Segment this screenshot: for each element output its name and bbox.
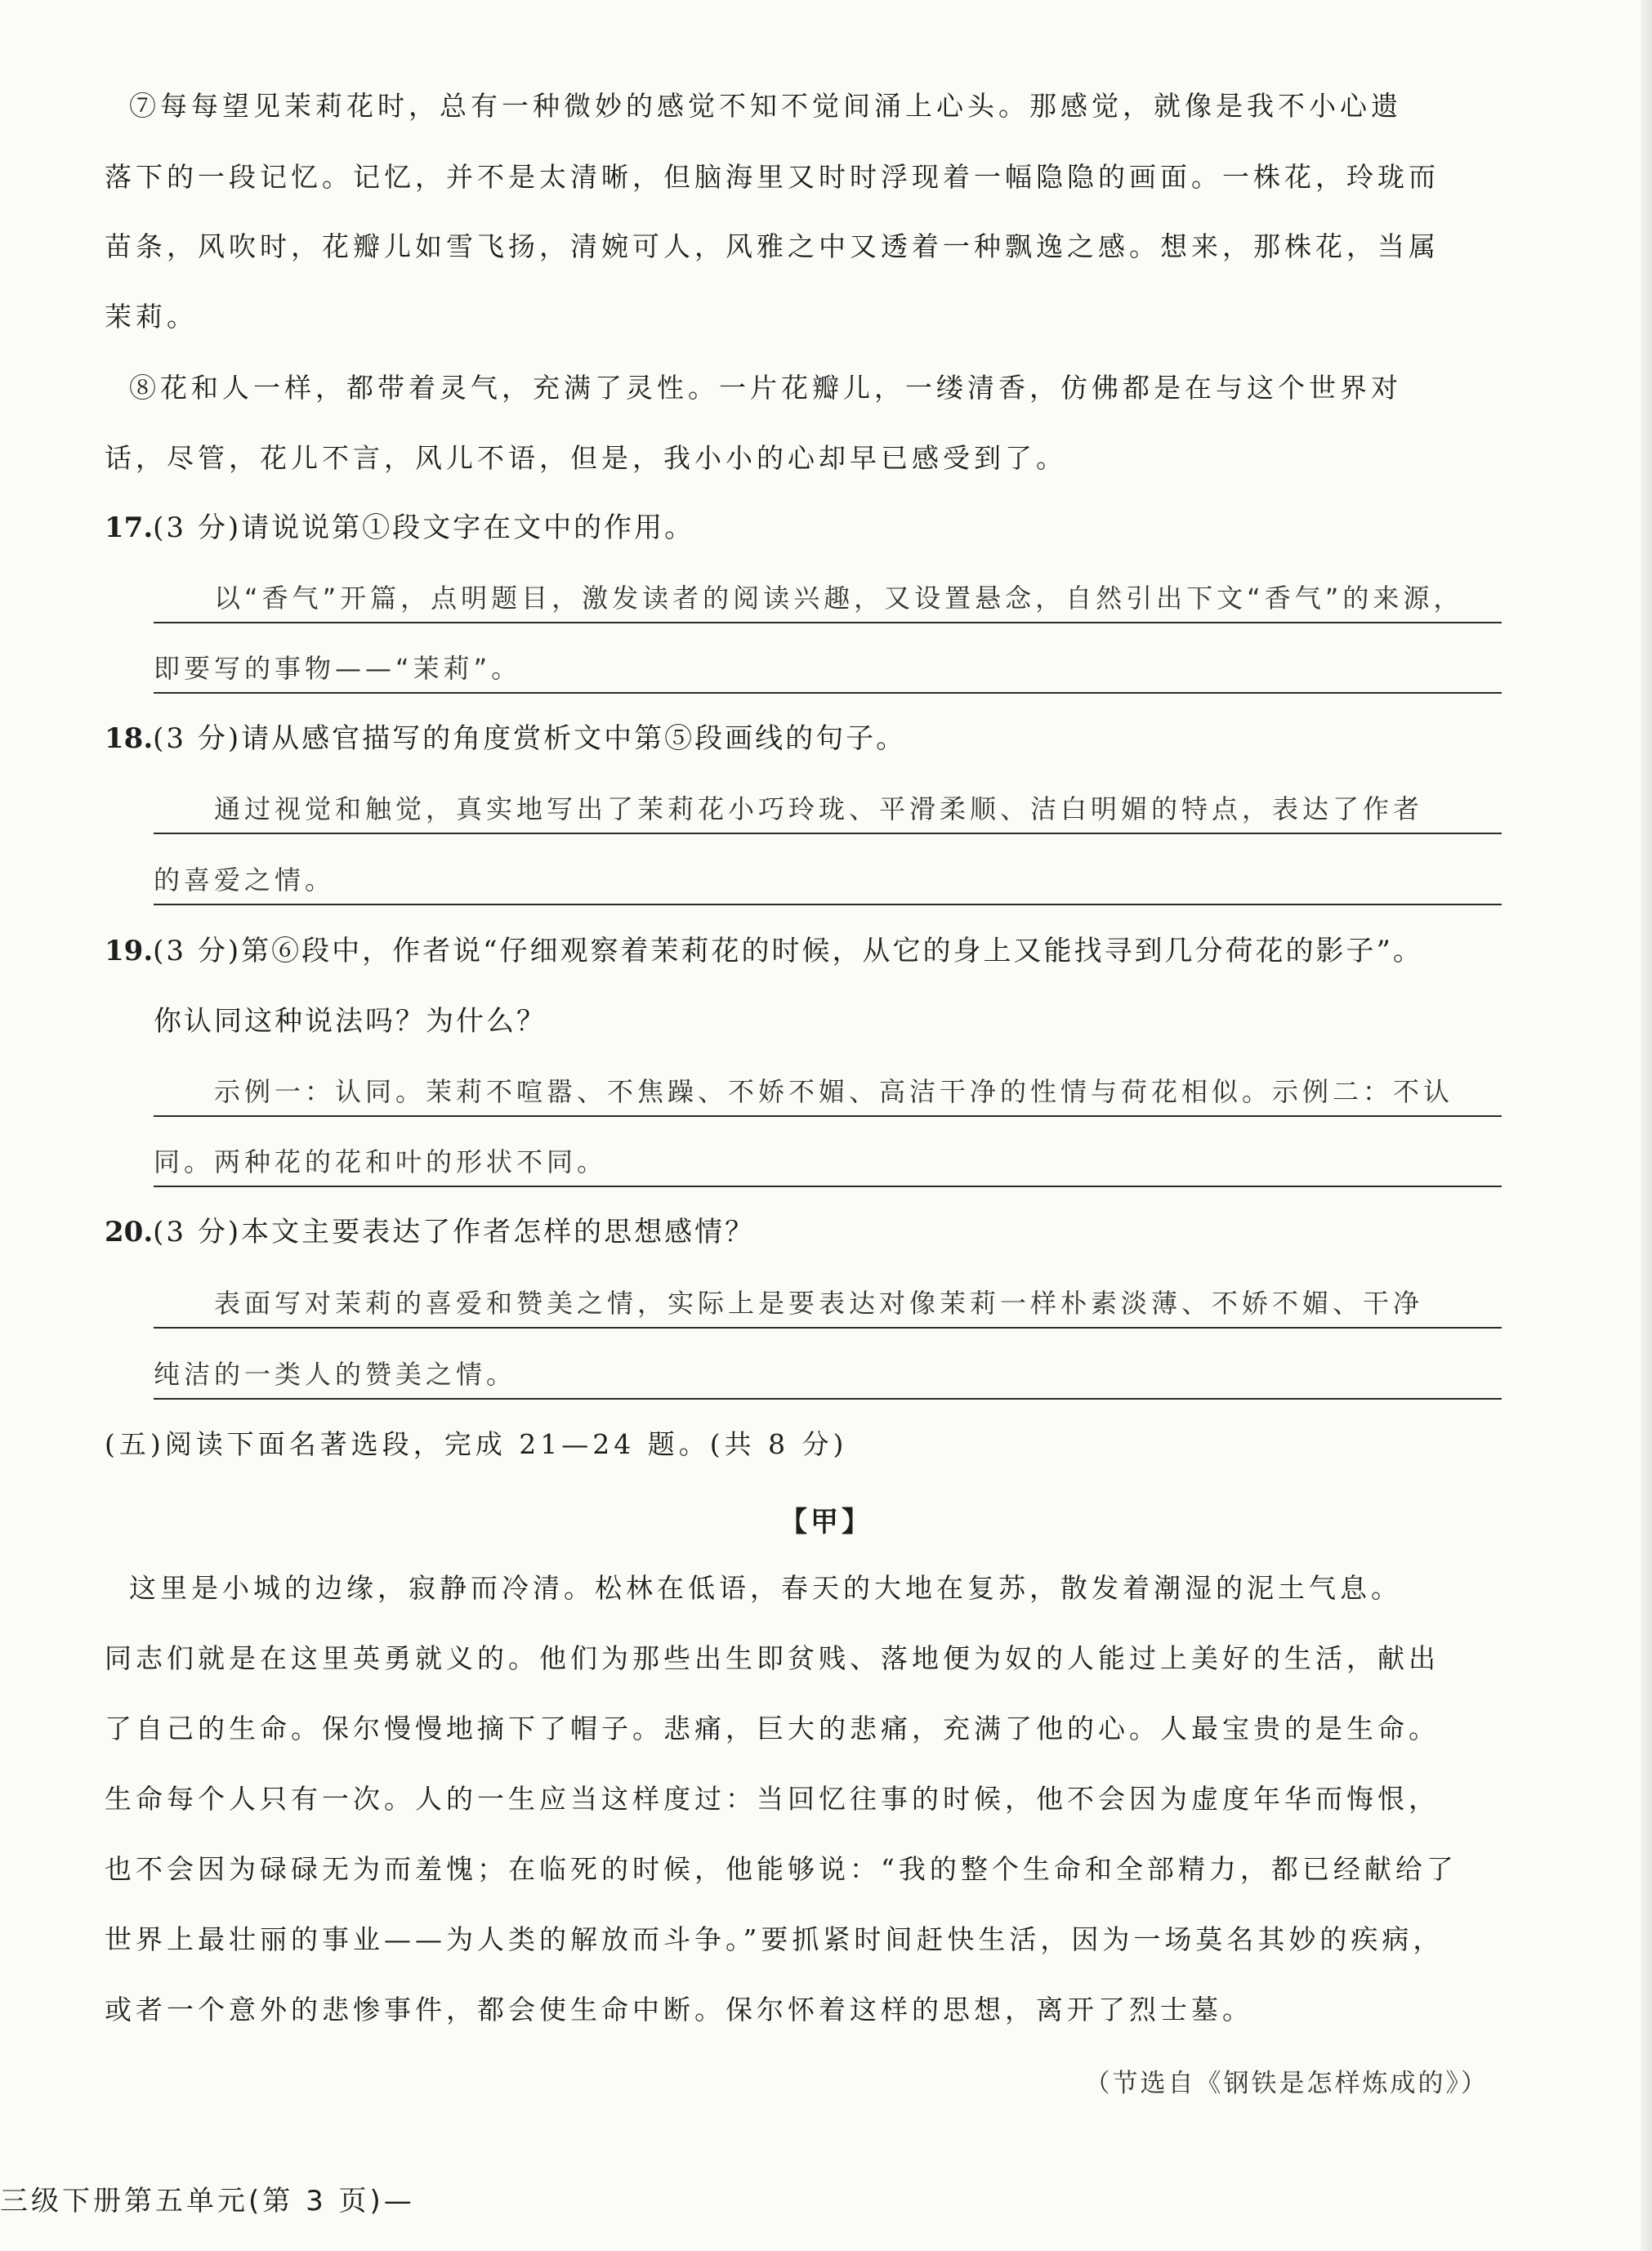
excerpt-line-5: 也不会因为碌碌无为而羞愧；在临死的时候，他能够说：“我的整个生命和全部精力，都已经献给了 xyxy=(105,1853,1458,1885)
excerpt-line-7: 或者一个意外的悲惨事件，都会使生命中断。保尔怀着这样的思想，离开了烈士墓。 xyxy=(105,1994,1253,2025)
question-17 xyxy=(105,510,1502,546)
paragraph-8-line-1: ⑧花和人一样，都带着灵气，充满了灵性。一片花瓣儿，一缕清香，仿佛都是在与这个世界对 xyxy=(129,372,1402,404)
answer-18-line-1: 通过视觉和触觉，真实地写出了茉莉花小巧玲珑、平滑柔顺、洁白明媚的特点，表达了作者 xyxy=(214,793,1424,824)
paragraph-7-line-3: 苗条，风吹时，花瓣儿如雪飞扬，清婉可人，风雅之中又透着一种飘逸之感。想来，那株花，当属 xyxy=(105,230,1440,262)
answer-19-line-1: 示例一：认同。茉莉不喧嚣、不焦躁、不娇不媚、高洁干净的性情与荷花相似。示例二：不认 xyxy=(214,1076,1454,1107)
excerpt-line-2: 同志们就是在这里英勇就义的。他们为那些出生即贫贱、落地便为奴的人能过上美好的生活，献出 xyxy=(105,1642,1440,1674)
answer-underline xyxy=(154,1115,1502,1117)
question-number: 18. xyxy=(105,722,154,755)
page-edge-shadow xyxy=(1641,0,1652,2251)
answer-18-line-2: 的喜爱之情。 xyxy=(154,864,336,895)
answer-underline xyxy=(154,622,1502,623)
question-number: 19. xyxy=(105,935,154,967)
question-number: 17. xyxy=(105,511,154,544)
answer-19-line-2: 同。两种花的花和叶的形状不同。 xyxy=(154,1146,608,1177)
answer-underline xyxy=(154,692,1502,694)
answer-underline xyxy=(154,1186,1502,1187)
answer-underline xyxy=(154,833,1502,834)
paragraph-7-line-1: ⑦每每望见茉莉花时，总有一种微妙的感觉不知不觉间涌上心头。那感觉，就像是我不小心遗 xyxy=(129,90,1402,122)
excerpt-line-1: 这里是小城的边缘，寂静而冷清。松林在低语，春天的大地在复苏，散发着潮湿的泥土气息。 xyxy=(129,1572,1402,1604)
answer-20-line-2: 纯洁的一类人的赞美之情。 xyxy=(154,1359,517,1390)
answer-underline xyxy=(154,1398,1502,1400)
question-text: (3 分)本文主要表达了作者怎样的思想感情？ xyxy=(153,1216,756,1248)
question-text: (3 分)第⑥段中，作者说“仔细观察着茉莉花的时候，从它的身上又能找寻到几分荷花的影子”。 xyxy=(153,935,1423,967)
excerpt-line-6: 世界上最壮丽的事业——为人类的解放而斗争。”要抓紧时间赶快生活，因为一场莫名其妙的疾病， xyxy=(105,1923,1444,1955)
paragraph-7-line-4: 茉莉。 xyxy=(105,301,198,333)
question-19 xyxy=(105,933,1502,969)
page-footer: 三级下册第五单元(第 3 页)— xyxy=(0,2185,415,2218)
excerpt-source: （节选自《钢铁是怎样炼成的》） xyxy=(1084,2069,1489,2098)
question-number: 20. xyxy=(105,1216,154,1248)
answer-17-line-2: 即要写的事物——“茉莉”。 xyxy=(154,653,522,684)
answer-17-line-1: 以“香气”开篇，点明题目，激发读者的阅读兴趣，又设置悬念，自然引出下文“香气”的来源， xyxy=(214,583,1464,614)
excerpt-label: 【甲】 xyxy=(779,1506,873,1539)
question-20 xyxy=(105,1214,1502,1250)
question-text: (3 分)请从感官描写的角度赏析文中第⑤段画线的句子。 xyxy=(153,722,907,755)
section-5-heading: (五)阅读下面名著选段，完成 21—24 题。(共 8 分) xyxy=(105,1428,848,1460)
answer-20-line-1: 表面写对茉莉的喜爱和赞美之情，实际上是要表达对像茉莉一样朴素淡薄、不娇不媚、干净 xyxy=(214,1288,1424,1319)
answer-underline xyxy=(154,1327,1502,1329)
paragraph-8-line-2: 话，尽管，花儿不言，风儿不语，但是，我小小的心却早已感受到了。 xyxy=(105,442,1067,474)
question-19-continued: 你认同这种说法吗？为什么？ xyxy=(154,1005,547,1038)
excerpt-line-4: 生命每个人只有一次。人的一生应当这样度过：当回忆往事的时候，他不会因为虚度年华而悔恨， xyxy=(105,1783,1440,1815)
excerpt-line-3: 了自己的生命。保尔慢慢地摘下了帽子。悲痛，巨大的悲痛，充满了他的心。人最宝贵的是生命。 xyxy=(105,1713,1440,1744)
answer-underline xyxy=(154,904,1502,905)
paragraph-7-line-2: 落下的一段记忆。记忆，并不是太清晰，但脑海里又时时浮现着一幅隐隐的画面。一株花，玲珑而 xyxy=(105,161,1440,193)
question-18 xyxy=(105,721,1502,757)
question-text: (3 分)请说说第①段文字在文中的作用。 xyxy=(153,511,695,544)
